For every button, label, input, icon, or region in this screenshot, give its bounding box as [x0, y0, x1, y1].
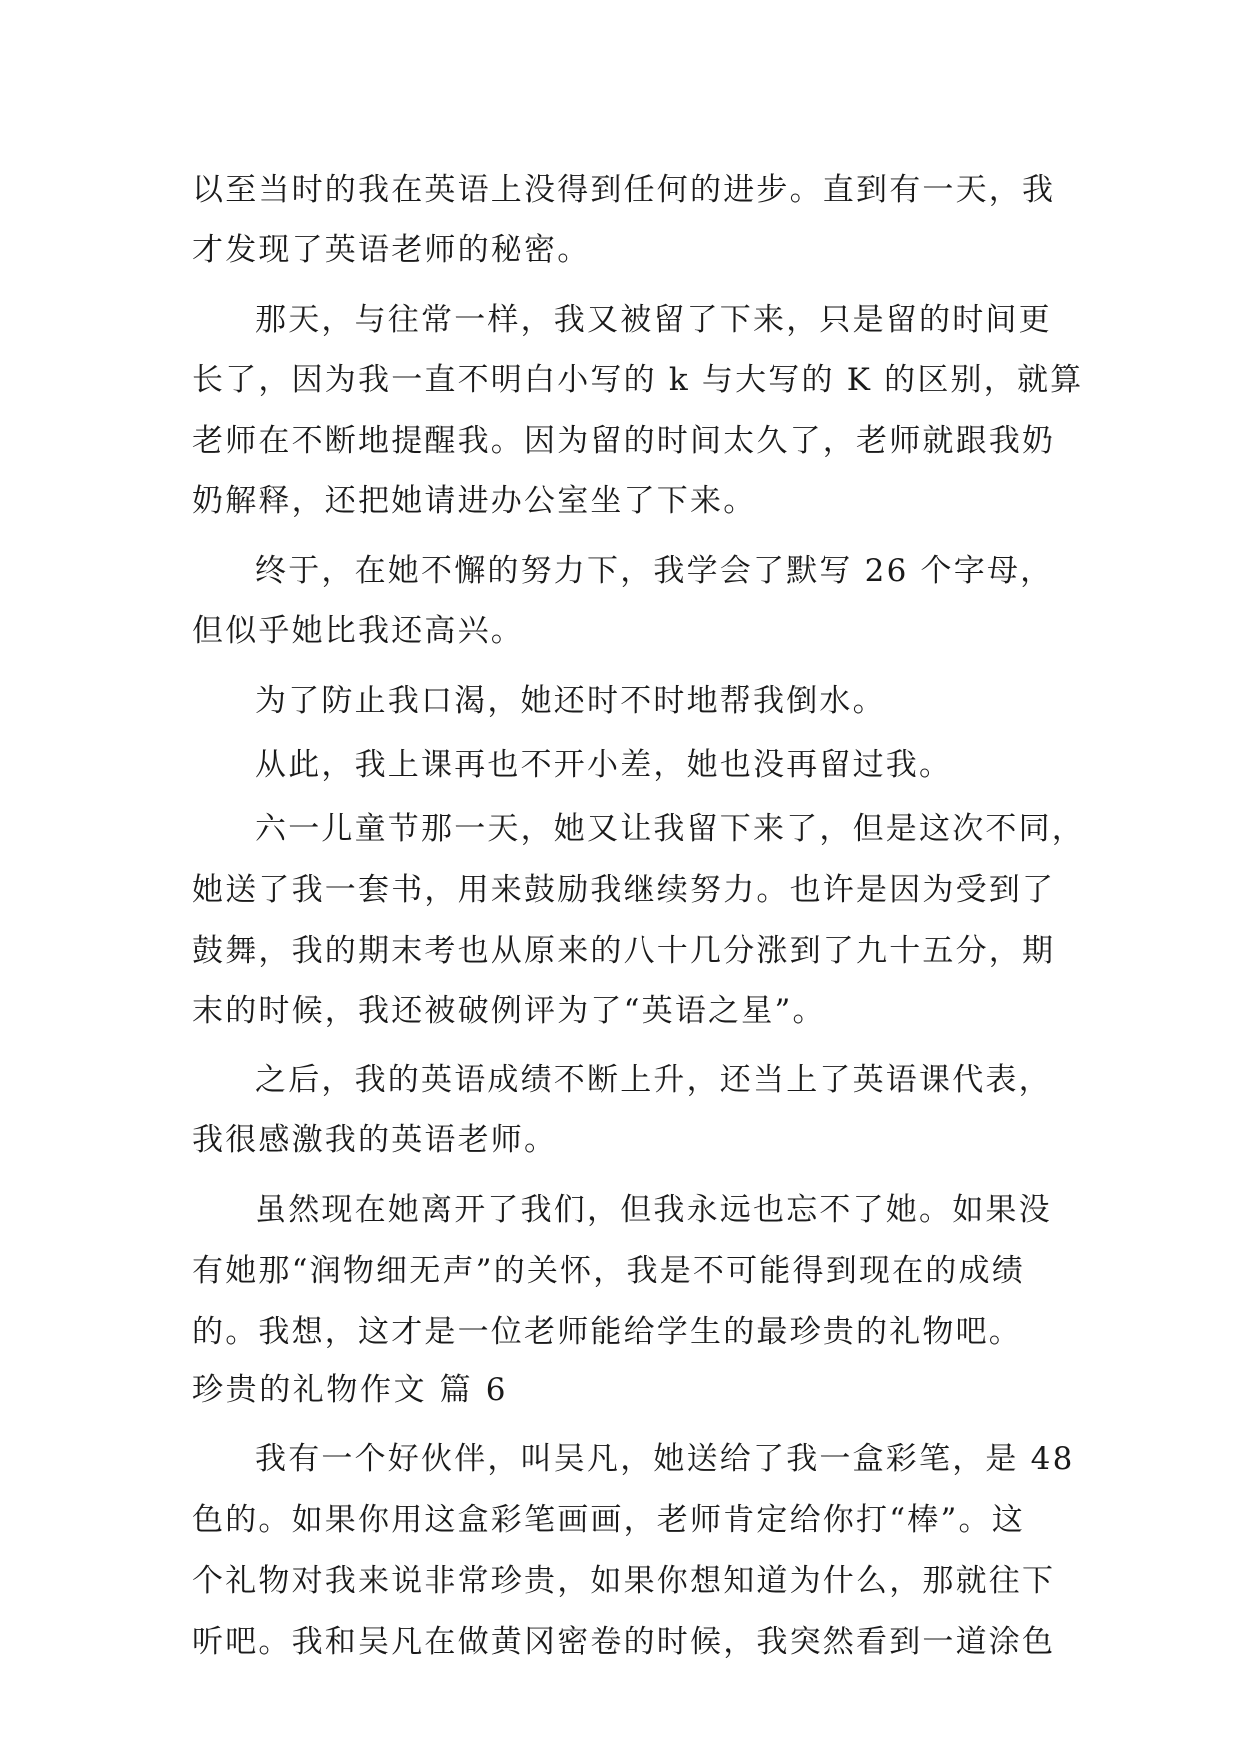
- text-line: 听吧。我和吴凡在做黄冈密卷的时候，我突然看到一道涂色: [192, 1624, 1056, 1660]
- text-line: 我很感激我的英语老师。: [192, 1122, 558, 1158]
- text-line: 末的时候，我还被破例评为了“英语之星”。: [192, 993, 826, 1029]
- paragraph-start: 六一儿童节那一天，她又让我留下来了，但是这次不同，: [255, 811, 1085, 847]
- paragraph-start: 之后，我的英语成绩不断上升，还当上了英语课代表，: [255, 1062, 1052, 1098]
- section-heading: 珍贵的礼物作文 篇 6: [192, 1372, 509, 1408]
- text-line: 有她那“润物细无声”的关怀，我是不可能得到现在的成绩: [192, 1253, 1025, 1289]
- paragraph-start: 我有一个好伙伴，叫吴凡，她送给了我一盒彩笔，是 48: [255, 1441, 1075, 1477]
- text-line: 她送了我一套书，用来鼓励我继续努力。也许是因为受到了: [192, 872, 1056, 908]
- paragraph-start: 从此，我上课再也不开小差，她也没再留过我。: [255, 747, 953, 783]
- paragraph-start: 那天，与往常一样，我又被留了下来，只是留的时间更: [255, 302, 1052, 338]
- text-line: 的。我想，这才是一位老师能给学生的最珍贵的礼物吧。: [192, 1314, 1022, 1350]
- paragraph-start: 虽然现在她离开了我们，但我永远也忘不了她。如果没: [255, 1192, 1052, 1228]
- text-line: 长了，因为我一直不明白小写的 k 与大写的 K 的区别，就算: [192, 362, 1084, 398]
- text-line: 但似乎她比我还高兴。: [192, 613, 524, 649]
- text-line: 以至当时的我在英语上没得到任何的进步。直到有一天，我: [192, 172, 1056, 208]
- text-line: 色的。如果你用这盒彩笔画画，老师肯定给你打“棒”。这: [192, 1502, 1025, 1538]
- text-line: 奶解释，还把她请进办公室坐了下来。: [192, 483, 757, 519]
- paragraph-start: 为了防止我口渴，她还时不时地帮我倒水。: [255, 683, 886, 719]
- text-line: 鼓舞，我的期末考也从原来的八十几分涨到了九十五分，期: [192, 933, 1056, 969]
- text-line: 才发现了英语老师的秘密。: [192, 232, 591, 268]
- paragraph-start: 终于，在她不懈的努力下，我学会了默写 26 个字母，: [255, 553, 1054, 589]
- text-line: 老师在不断地提醒我。因为留的时间太久了，老师就跟我奶: [192, 423, 1056, 459]
- text-line: 个礼物对我来说非常珍贵，如果你想知道为什么，那就往下: [192, 1563, 1056, 1599]
